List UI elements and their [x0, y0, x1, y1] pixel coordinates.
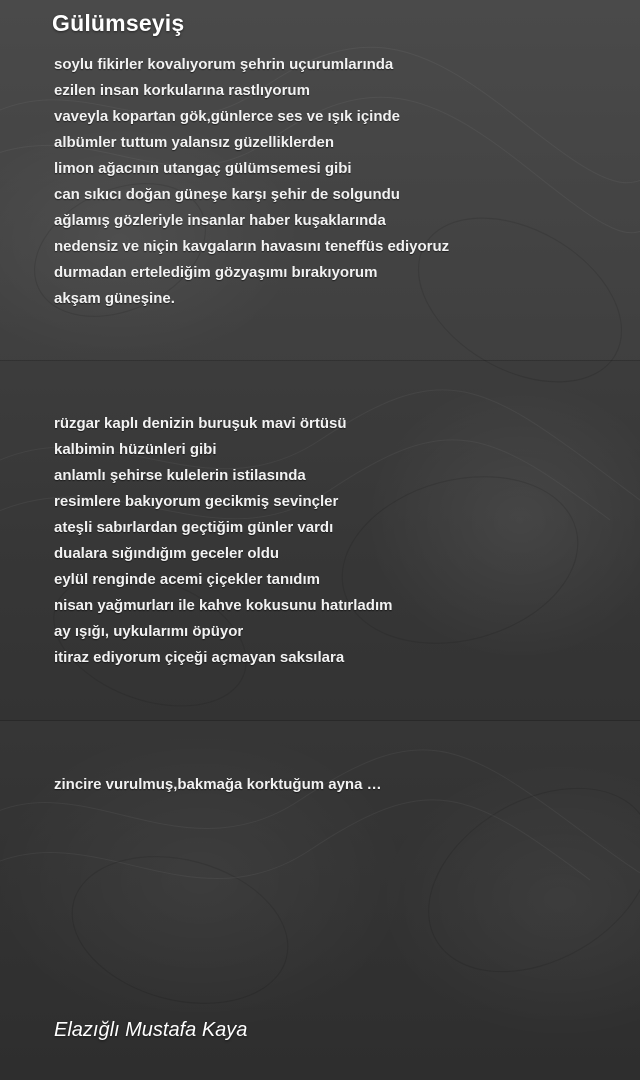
stanza-1: [54, 52, 449, 312]
poem-author: Elazığlı Mustafa Kaya: [54, 1019, 248, 1041]
poem-title: Gülümseyiş: [52, 10, 185, 36]
poem-line: vaveyla kopartan gök,günlerce ses ve ışık içinde: [54, 108, 401, 125]
poem-line: albümler tuttum yalansız güzelliklerden: [54, 134, 335, 151]
stanza-2: [54, 411, 392, 671]
poem-line: dualara sığındığım geceler oldu: [54, 545, 280, 562]
poem-line: anlamlı şehirse kulelerin istilasında: [54, 467, 306, 484]
poem-line: akşam güneşine.: [54, 290, 175, 307]
poem-line: ateşli sabırlardan geçtiğim günler vardı: [54, 519, 334, 536]
poem-line: soylu fikirler kovalıyorum şehrin uçurumlarında: [54, 56, 394, 73]
poem-line: resimlere bakıyorum gecikmiş sevinçler: [54, 493, 339, 510]
poem-line: limon ağacının utangaç gülümsemesi gibi: [54, 160, 352, 177]
poem-line: nisan yağmurları ile kahve kokusunu hatırladım: [54, 597, 393, 614]
poem-line: ay ışığı, uykularımı öpüyor: [54, 623, 244, 640]
stanza-3: [54, 772, 382, 798]
poem-line: ağlamış gözleriyle insanlar haber kuşaklarında: [54, 212, 386, 229]
poem-line: rüzgar kaplı denizin buruşuk mavi örtüsü: [54, 415, 347, 432]
poem-line: ezilen insan korkularına rastlıyorum: [54, 82, 310, 99]
poem-line: nedensiz ve niçin kavgaların havasını teneffüs ediyoruz: [54, 238, 450, 255]
poem-line: eylül renginde acemi çiçekler tanıdım: [54, 571, 320, 588]
poem-line: zincire vurulmuş,bakmağa korktuğum ayna …: [54, 776, 382, 793]
poem-line: itiraz ediyorum çiçeği açmayan saksılara: [54, 649, 345, 666]
poem-line: durmadan ertelediğim gözyaşımı bırakıyorum: [54, 264, 378, 281]
poem-line: kalbimin hüzünleri gibi: [54, 441, 217, 458]
poem-line: can sıkıcı doğan güneşe karşı şehir de solgundu: [54, 186, 400, 203]
